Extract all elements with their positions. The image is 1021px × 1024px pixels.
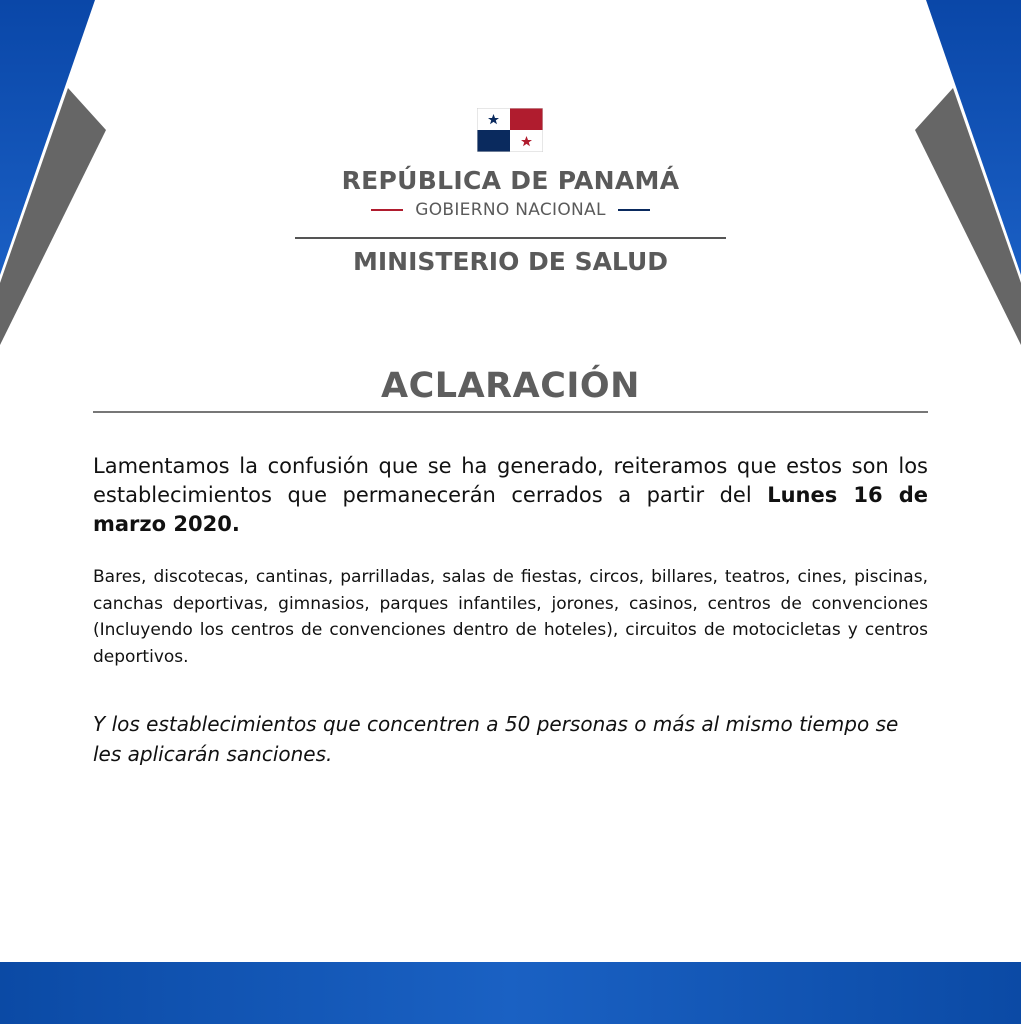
ministry-title: MINISTERIO DE SALUD bbox=[352, 247, 669, 276]
intro-text: Lamentamos la confusión que se ha generado, reiteramos que estos son los establecimientos que permanecerán cerrados a partir del bbox=[93, 454, 928, 507]
panama-flag-icon bbox=[477, 108, 543, 152]
intro-paragraph bbox=[93, 452, 928, 539]
red-dash-decoration bbox=[371, 209, 403, 211]
sanctions-paragraph: Y los establecimientos que concentren a 50 personas o más al mismo tiempo se les aplicarán sanciones. bbox=[93, 712, 899, 766]
heading-divider bbox=[93, 411, 928, 413]
government-subtitle-row bbox=[0, 200, 1021, 220]
notice-heading: ACLARACIÓN bbox=[381, 366, 640, 406]
blue-dash-decoration bbox=[618, 209, 650, 211]
header-divider bbox=[295, 237, 726, 239]
intro-date: Lunes 16 de marzo 2020. bbox=[93, 483, 928, 536]
footer-bar bbox=[0, 962, 1021, 1024]
country-title: REPÚBLICA DE PANAMÁ bbox=[341, 166, 680, 195]
government-subtitle: GOBIERNO NACIONAL bbox=[415, 200, 606, 220]
establishments-paragraph: Bares, discotecas, cantinas, parrilladas, salas de fiestas, circos, billares, teatros, cines, piscinas, canchas deportivas, gimnasios, parques infantiles, jorones, casinos, centros de convenciones (Incluyendo los centros de convenciones dentro de hoteles), circuitos de motocicletas y centros deportivos. bbox=[93, 567, 928, 667]
